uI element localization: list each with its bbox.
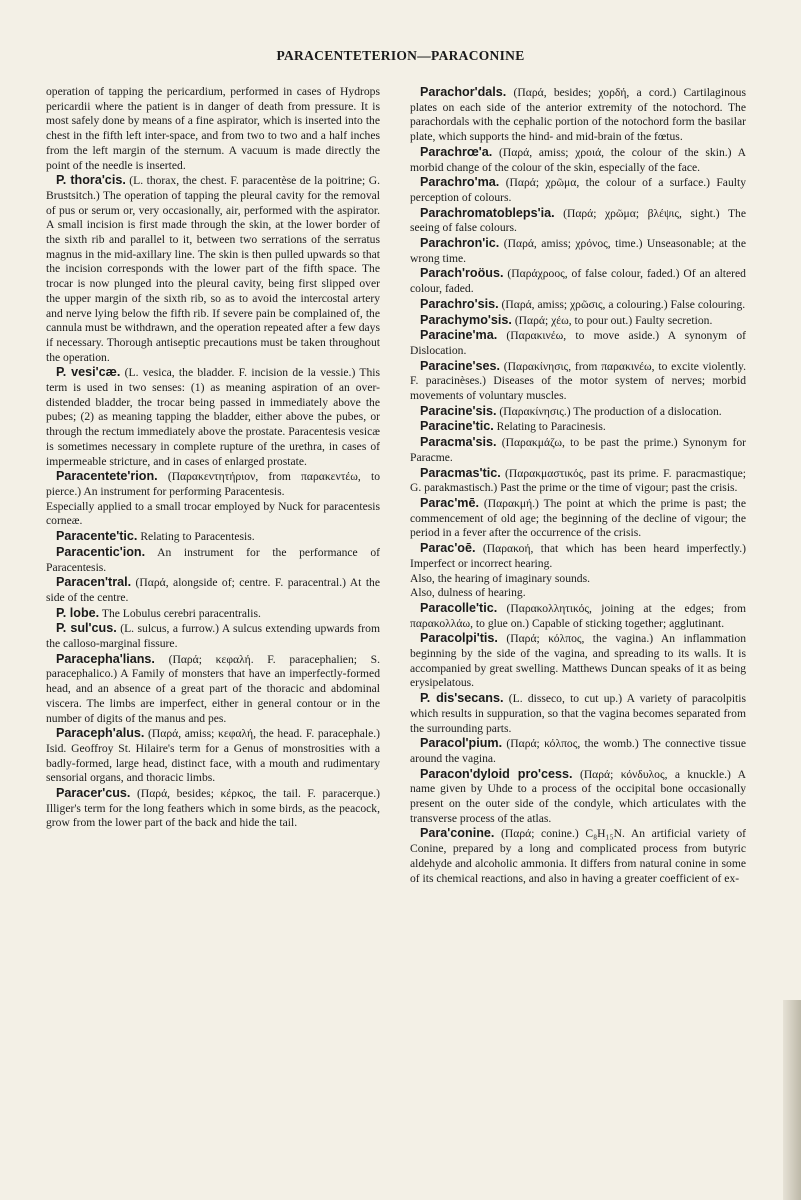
entry-text: (Παρακίνησις.) The production of a dislocation.	[499, 404, 722, 418]
entry-text: (Παρακίνησις, from παρακινέω, to excite violently. F. paracinèses.) Diseases of the motor system of nerves; morbid movements of voluntary muscles.	[410, 359, 746, 403]
entry-headword: Parach'roöus.	[420, 266, 504, 281]
entry-headword: P. lobe.	[56, 605, 100, 620]
entry-headword: Parachro'sis.	[420, 296, 499, 311]
entry-headword: Parachymo'sis.	[420, 312, 512, 327]
entry-headword: Paracine'ma.	[420, 328, 498, 343]
entry-headword: Paracine'ses.	[420, 358, 501, 373]
dictionary-entry	[410, 586, 746, 601]
dictionary-entry	[46, 545, 380, 575]
dictionary-entry	[46, 500, 380, 529]
entry-headword: Parachron'ic.	[420, 236, 500, 251]
dictionary-entry	[410, 313, 746, 329]
entry-headword: Parac'oē.	[420, 541, 476, 556]
entry-text: (Παρά; κεφαλή. F. paracephalien; S. paracephalico.) A Family of monsters that have an imperfectly-formed head, and an absence of a great part of the thoracic and abdominal viscera. The limbs are imperfect, either in general contour or in the number of digits of the manus and pes.	[46, 652, 380, 725]
entry-headword: Paracon'dyloid pro'cess.	[420, 766, 573, 781]
entry-headword: Paracma'sis.	[420, 435, 497, 450]
entry-text: Also, dulness of hearing.	[410, 586, 526, 600]
entry-headword: Paracol'pium.	[420, 736, 503, 751]
dictionary-entry	[410, 601, 746, 631]
entry-text: (Παράχροος, of false colour, faded.) Of an altered colour, faded.	[410, 267, 746, 296]
entry-text: (Παρά; κόλπος, the womb.) The connective tissue around the vagina.	[410, 737, 746, 765]
entry-text: operation of tapping the pericardium, performed in cases of Hydrops pericardii where the patient is in danger of death from pressure. It is most safely done by means of a fine aspirator, which is inserted into the chest in the fifth left inter-space, and from two to two and a half inches from the left margin of the sternum. A vacuum is made directly the point of the needle is inserted.	[46, 85, 380, 172]
entry-text: (Παρακμαστικός, past its prime. F. paracmastique; G. parakmastisch.) Past the prime or the time of vigour; past the crisis.	[410, 466, 746, 495]
entry-headword: Paracolpi'tis.	[420, 631, 498, 646]
entry-text: (L. disseco, to cut up.) A variety of paracolpitis which results in suppuration, so that the vagina becomes separated from the surrounding parts.	[410, 692, 746, 735]
entry-text: (L. sulcus, a furrow.) A sulcus extending upwards from the calloso-marginal fissure.	[46, 622, 380, 651]
entry-text: (Παρά, amiss; χρόνος, time.) Unseasonable; at the wrong time.	[410, 237, 746, 265]
entry-headword: Paracepha'lians.	[56, 651, 155, 666]
entry-text: (Παρά; κόνδυλος, a knuckle.) A name given by Uhde to a process of the occipital bone occasionally present on the outer side of the condyle, which articulates with the transverse process of the atlas.	[410, 767, 746, 825]
entry-text: The Lobulus cerebri paracentralis.	[101, 606, 261, 620]
dictionary-entry	[410, 85, 746, 145]
entry-text: (Παρά, alongside of; centre. F. paracentral.) At the side of the centre.	[46, 576, 380, 604]
entry-headword: Paracine'sis.	[420, 403, 497, 418]
dictionary-entry	[410, 496, 746, 541]
entry-text: Especially applied to a small trocar employed by Nuck for paracentesis corneæ.	[46, 499, 380, 528]
dictionary-entry	[410, 631, 746, 691]
entry-headword: Paracente'tic.	[56, 529, 138, 544]
entry-headword: Parachromatobleps'ia.	[420, 205, 555, 220]
entry-headword: Parachrœ'a.	[420, 144, 493, 159]
entry-headword: P. vesi'cæ.	[56, 365, 121, 380]
entry-text: An instrument for the performance of Paracentesis.	[46, 545, 380, 574]
entry-text: (Παρά, besides; κέρκος, the tail. F. paracerque.) Illiger's term for the long feathers which in some birds, as the peacock, grow from the lower part of the back and hide the tail.	[46, 787, 380, 830]
page-edge-shadow	[783, 1000, 801, 1200]
dictionary-entry	[46, 469, 380, 499]
entry-headword: Paraceph'alus.	[56, 726, 145, 741]
dictionary-entry	[410, 826, 746, 886]
dictionary-entry	[46, 652, 380, 727]
entry-text: (Παρά; χέω, to pour out.) Faulty secretion.	[514, 313, 713, 327]
entry-text: (Παρά; χρῶμα, the colour of a surface.) Faulty perception of colours.	[410, 176, 746, 204]
dictionary-entry	[46, 606, 380, 622]
dictionary-entry	[410, 145, 746, 175]
dictionary-entry	[410, 541, 746, 571]
entry-headword: Para'conine.	[420, 826, 495, 841]
entry-headword: Parachor'dals.	[420, 85, 507, 99]
dictionary-entry	[410, 435, 746, 465]
entry-headword: Parac'mē.	[420, 495, 480, 510]
entry-headword: P. dis'secans.	[420, 691, 504, 706]
dictionary-entry	[410, 359, 746, 404]
dictionary-entry	[410, 175, 746, 205]
right-column	[410, 85, 746, 886]
entry-text: (Παρακοή, that which has been heard imperfectly.) Imperfect or incorrect hearing.	[410, 542, 746, 570]
entry-text: (Παρά, amiss; κεφαλή, the head. F. paracephale.) Isid. Geoffroy St. Hilaire's term for a Genus of monstrosities with a badly-formed, large head, distinct face, with a mouth and rudimentary sensorial organs, and thoracic limbs.	[46, 727, 380, 785]
dictionary-entry	[410, 328, 746, 358]
entry-headword: Paracolle'tic.	[420, 600, 498, 615]
entry-headword: Paracentete'rion.	[56, 469, 158, 484]
dictionary-entry	[46, 575, 380, 605]
entry-text: (Παρά; conine.) C₈H₁₅N. An artificial variety of Conine, prepared by a long and complicated process from butyric aldehyde and alcoholic ammonia. It differs from natural conine in some of its chemical reactions, and also in having a greater coefficient of ex-	[410, 827, 746, 885]
dictionary-entry	[46, 529, 380, 545]
dictionary-entry	[410, 236, 746, 266]
dictionary-entry	[410, 466, 746, 496]
entry-headword: Paracmas'tic.	[420, 465, 501, 480]
dictionary-entry	[410, 419, 746, 435]
dictionary-entry	[410, 736, 746, 766]
dictionary-entry	[410, 691, 746, 736]
dictionary-entry	[410, 572, 746, 587]
entry-text: (Παρά, amiss; χρῶσις, a colouring.) False colouring.	[501, 297, 746, 311]
entry-text: (Παρά; κόλπος, the vagina.) An inflammation beginning by the side of the vagina, and spreading to its walls. It is accompanied by great swelling. Matthews Duncan speaks of it as being erysipelatous.	[410, 632, 746, 690]
entry-text: (Παρά, amiss; χροιά, the colour of the skin.) A morbid change of the colour of the skin, especially of the face.	[410, 145, 746, 174]
dictionary-entry	[410, 404, 746, 420]
dictionary-entry	[46, 786, 380, 831]
running-header: PARACENTETERION—PARACONINE	[276, 48, 525, 63]
entry-text: (Παρακινέω, to move aside.) A synonym of Dislocation.	[410, 329, 746, 357]
dictionary-entry	[46, 365, 380, 469]
entry-text: Relating to Paracentesis.	[140, 530, 255, 544]
entry-headword: Paracer'cus.	[56, 786, 131, 801]
entry-headword: Paracen'tral.	[56, 575, 132, 590]
entry-text: (Παρακμάζω, to be past the prime.) Synonym for Paracme.	[410, 436, 746, 464]
dictionary-entry	[410, 266, 746, 296]
dictionary-entry	[46, 726, 380, 786]
entry-text: Relating to Paracinesis.	[496, 420, 606, 434]
entry-headword: P. sul'cus.	[56, 621, 117, 636]
entry-headword: Paracentic'ion.	[56, 544, 146, 559]
entry-text: Also, the hearing of imaginary sounds.	[410, 571, 590, 585]
entry-text: (Παρά; χρῶμα; βλέψις, sight.) The seeing of false colours.	[410, 206, 746, 235]
entry-text: (L. vesica, the bladder. F. incision de la vessie.) This term is used in two senses: (1) as meaning aspiration of an over-distended bladder, the trocar being passed in immediately above the pubes; (2) as meaning tapping the bladder, either above the pubes, or through the rectum immediately above the prostate. Paracentesis vesicæ is sometimes necessary in complete rupture of the urethra, in cases of impermeable stricture, and in cases of enlarged prostate.	[46, 366, 380, 468]
entry-text: (Παρακολλητικός, joining at the edges; from παρακολλάω, to glue on.) Capable of sticking together; agglutinant.	[410, 601, 746, 630]
dictionary-entry	[410, 767, 746, 827]
dictionary-entry	[46, 85, 380, 173]
dictionary-entry	[410, 206, 746, 236]
entry-headword: P. thora'cis.	[56, 173, 126, 188]
entry-text: (Παρά, besides; χορδή, a cord.) Cartilaginous plates on each side of the anterior extremity of the notochord. The parachordals with the cephalic portion of the notochord form the basilar plate, which supports the hind- and mid-brain of the fœtus.	[410, 86, 746, 144]
dictionary-entry	[46, 621, 380, 651]
entry-headword: Parachro'ma.	[420, 175, 500, 190]
entry-text: (L. thorax, the chest. F. paracentèse de la poitrine; G. Brustsitch.) The operation of tapping the pleural cavity for the removal of pus or serum or, very occasionally, air, performed with the aspirator. A small incision is first made through the skin, at the lower border of the sixth rib and parallel to it, between two serrations of the serratus magnus in the mid-axillary line. The skin is then pulled upwards so that the incision corresponds with the lower part of the fifth space. The trocar is now plunged into the pleural cavity, being first slipped over the upper margin of the sixth rib, so as to avoid the intercostal artery and nerve lying below the fifth rib. If severe pain be complained of, the cannula must be withdrawn, and the operation repeated after a few days if necessary. Thorough antiseptic precautions must be taken throughout the operation.	[46, 174, 381, 364]
dictionary-entry	[46, 173, 380, 365]
entry-text: (Παρακεντητήριον, from παρακεντέω, to pierce.) An instrument for performing Paracentesis.	[46, 470, 380, 498]
left-column	[46, 85, 380, 831]
entry-headword: Paracine'tic.	[420, 419, 494, 434]
entry-text: (Παρακμή.) The point at which the prime is past; the commencement of old age; the beginning of the decline of vigour; the period in a fever after the occurrence of the crisis.	[410, 496, 746, 540]
dictionary-entry	[410, 297, 746, 313]
